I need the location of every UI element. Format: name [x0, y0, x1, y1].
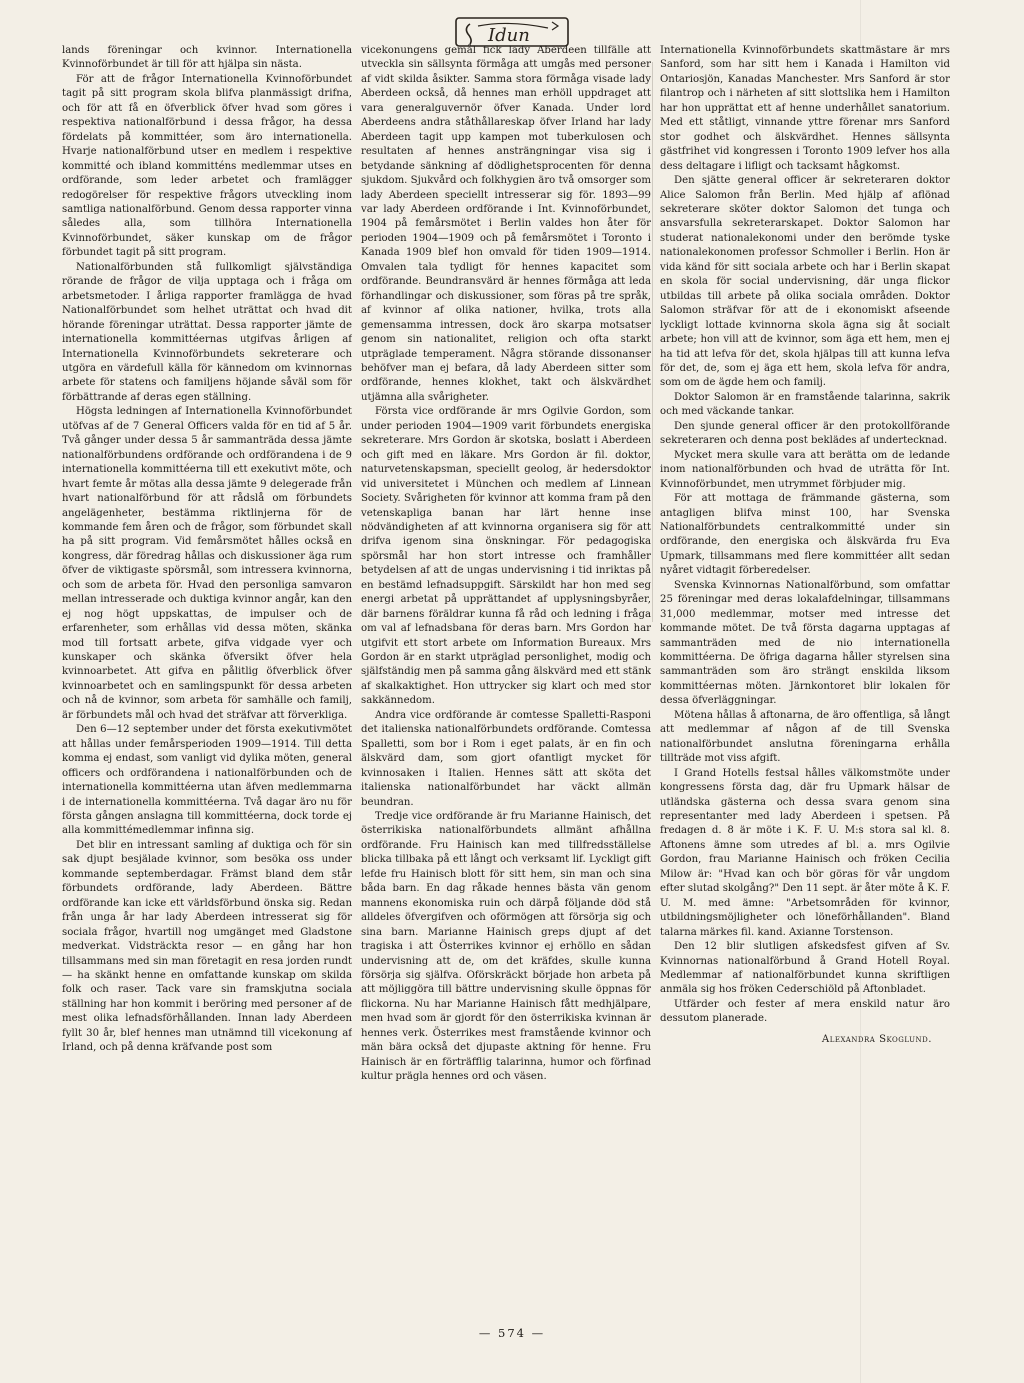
author-signature: Alexandra Skoglund. [821, 1033, 932, 1045]
paragraph: Tredje vice ordförande är fru Marianne Hainisch, det österrikiska nationalförbundets allmänt afhållna ordförande. Fru Hainisch kan med tillfredsställelse blicka tillbaka på ett långt och verksamt lif. Lyckligt gift lefde fru Hainisch blott för sitt hem, sin man och sina båda barn. En dag råkade hennes bästa vän genom mannens ekonomiska ruin och därpå följande död stå alldeles öfvergifven och oförmögen att försörja sig och sina barn. Marianne Hainisch greps djupt af det tragiska i att Österrikes kvinnor ej erhöllo en sådan undervisning att de, om det kräfdes, skulle kunna försörja sig själfva. Oförskräckt började hon arbeta på att möjliggöra till bättre undervisning skulle öppnas för flickorna. Nu har Marianne Hainisch fått medhjälpare, men hvad som är gjordt för den österrikiska kvinnan är hennes verk. Österrikes mest framstående kvinnor och män bära också det djupaste aktning för henne. Fru Hainisch är en förträfflig talarinna, humor och förfinad kultur prägla hennes ord och väsen. [361, 811, 651, 1083]
paragraph: Mycket mera skulle vara att berätta om de ledande inom nationalförbunden och hvad de uträtta för Int. Kvinnoförbundet, men utrymmet förbjuder mig. [660, 449, 950, 490]
paragraph: För att mottaga de främmande gästerna, som antagligen blifva minst 100, har Svenska Nationalförbundets centralkommitté under sin ordförande, den energiska och älskvärda fru Eva Upmark, tillsammans med flere kommittéer allt sedan nyåret vidtagit förberedelser. [660, 493, 950, 577]
paragraph: Doktor Salomon är en framstående talarinna, sakrik och med väckande tankar. [660, 391, 950, 418]
paragraph: Andra vice ordförande är comtesse Spalletti-Rasponi det italienska nationalförbundets ordförande. Comtessa Spalletti, som bor i Rom i eget palats, är en fin och älskvärd dam, som gjort ofantligt mycket för kvinnosaken i Italien. Hennes sätt att sköta det italienska nationalförbundet har väckt allmän beundran. [361, 709, 651, 808]
paragraph: Den 12 blir slutligen afskedsfest gifven af Sv. Kvinnornas nationalförbund å Grand Hotell Royal. Medlemmar af nationalförbundet kunna skriftligen anmäla sig hos fröken Cederschiöld på Aftonbladet. [660, 941, 950, 996]
paragraph: Nationalförbunden stå fullkomligt självständiga rörande de frågor de vilja upptaga och i fråga om arbetsmetoder. I årliga rapporter framlägga de hvad Nationalförbundet som helhet uträttat och hvad dit hörande föreningar uträttat. Dessa rapporter jämte de internationella kommittéernas utgifvas årligen af Internationella Kvinnoförbundets sekreterare och utgöra en värdefull källa för kännedom om kvinnornas arbete för statens och familjens höjande såväl som för förbättrande af deras egen ställning. [62, 261, 352, 403]
paragraph: Det blir en intressant samling af duktiga och för sin sak djupt besjälade kvinnor, som besöka oss under kommande septemberdagar. Främst bland dem står förbundets ordförande, lady Aberdeen. Bättre ordförande kan icke ett världsförbund önska sig. Redan från unga år har lady Aberdeen intresserat sig för sociala frågor, hvartill nog umgänget med Gladstone medverkat. Vidsträckta resor — en gång har hon tillsammans med sin man företagit en resa jorden rundt — ha skänkt henne en omfattande kunskap om skilda folk och raser. Tack vare sin framskjutna sociala ställning har hon kommit i beröring med personer af de mest olika lefnadsförhållanden. Innan lady Aberdeen fyllt 30 år, blef hennes man utnämnd till vicekonung af Irland, och på denna kräfvande post som [62, 839, 352, 1054]
paragraph: vicekonungens gemål fick lady Aberdeen tillfälle att utveckla sin sällsynta förmåga att umgås med personer af vidt skilda åsikter. Samma stora förmåga visade lady Aberdeen också, då hennes man erhöll uppdraget att vara generalguvernör öfver Kanada. Under lord Aberdeens andra ståthållareskap öfver Irland har lady Aberdeen tagit upp kampen mot tuberkulosen och resultaten af hennes ansträngningar visa sig i betydande sänkning af dödlighetsprocenten för denna sjukdom. Sjukvård och folkhygien äro två omsorger som lady Aberdeen speciellt intresserar sig för. 1893—99 var lady Aberdeen ordförande i Int. Kvinnoförbundet, 1904 på femårsmötet i Berlin valdes hon åter för perioden 1904—1909 och på femårsmötet i Toronto i Kanada 1909 blef hon omvald för tiden 1909—1914. Omvalen tala tydligt för hennes kapacitet som ordförande. Beundransvärd är hennes förmåga att leda förhandlingar och diskussioner, som föras på tre språk, af kvinnor af olika nationer, hvilka, trots alla gemensamma intressen, dock äro skarpa motsatser genom sin nationalitet, religion och ofta starkt utpräglade temperament. Några störande dissonanser behöfver man ej befara, då lady Aberdeen sitter som ordförande, hennes klokhet, takt och älskvärdhet utjämna alla svårigheter. [361, 45, 651, 403]
article-columns [62, 44, 950, 1334]
column-2 [361, 44, 651, 1334]
column-3 [660, 44, 950, 1334]
paragraph: Den sjätte general officer är sekreteraren doktor Alice Salomon från Berlin. Med hjälp af aflönad sekreterare sköter doktor Salomon det tunga och ansvarsfulla sekreterarskapet. Doktor Salomon har studerat nationalekonomi under den berömde tyske nationalekonomen professor Schmoller i Berlin. Hon är vida känd för sitt sociala arbete och har i Berlin skapat en skola för social undervisning, där unga flickor utbildas till arbete på olika sociala områden. Doktor Salomon sträfvar för att de i ekonomiskt afseende lyckligt lottade kvinnorna skola ägna sig åt socialt arbete; hon vill att de kvinnor, som äga ett hem, men ej ha tid att lefva för det, skola hjälpas till att kunna lefva för det, de, som ej äga ett hem, skola lefva för andra, som om de ägde hem och familj. [660, 175, 950, 389]
column-1 [62, 44, 352, 1334]
paragraph: Internationella Kvinnoförbundets skattmästare är mrs Sanford, som har sitt hem i Kanada i Hamilton vid Ontariosjön, Kanadas Manchester. Mrs Sanford är stor filantrop och i närheten af sitt slottslika hem i Hamilton har hon upprättat ett af henne underhållet sanatorium. Med ett ståtligt, vinnande yttre förenar mrs Sanford stor godhet och älskvärdhet. Hennes sällsynta gästfrihet vid kongressen i Toronto 1909 lefver hos alla dess deltagare i lifligt och tacksamt hågkomst. [660, 45, 950, 172]
paragraph: I Grand Hotells festsal hålles välkomstmöte under kongressens första dag, där fru Upmark hälsar de utländska gästerna och dessa svara genom sina representanter med lady Aberdeen i spetsen. På fredagen d. 8 är möte i K. F. U. M:s stora sal kl. 8. Aftonens ämne som utredes af bl. a. mrs Ogilvie Gordon, frau Marianne Hainisch och fröken Cecilia Milow är: "Hvad kan och bör göras för vår ungdom efter slutad skolgång?" Den 11 sept. är åter möte å K. F. U. M. med ämne: "Arbetsområden för kvinnor, utbildningsmöjligheter och löneförhållanden". Bland talarna märkes fil. kand. Axianne Torstenson. [660, 767, 950, 938]
paragraph: Första vice ordförande är mrs Ogilvie Gordon, som under perioden 1904—1909 varit förbundets energiska sekreterare. Mrs Gordon är skotska, boslatt i Aberdeen och gift med en läkare. Mrs Gordon är fil. doktor, naturvetenskapsman, speciellt geolog, är hedersdoktor vid universitetet i München och medlem af Linnean Society. Svårigheten för kvinnor att komma fram på den vetenskapliga banan har lärt henne inse nödvändigheten af att kvinnorna organisera sig för att drifva igenom sina önskningar. För pedagogiska spörsmål har hon stort intresse och framhåller betydelsen af att de ungas undervisning i tid inriktas på en bestämd lefnadsuppgift. Särskildt har hon med seg energi arbetat på upprättandet af upplysningsbyråer, där barnens föräldrar kunna få råd och ledning i fråga om val af lefnadsbana för deras barn. Mrs Gordon har utgifvit ett stort arbete om Information Bureaux. Mrs Gordon är en starkt utpräglad personlighet, modig och själfständig men på samma gång älskvärd med ett stänk af skalkaktighet. Hon uttrycker sig klart och med stor sakkännedom. [361, 406, 651, 707]
logo-text: Idun [488, 25, 530, 46]
paragraph: Den 6—12 september under det första exekutivmötet att hållas under femårsperioden 1909—1914. Till detta komma ej endast, som vanligt vid dylika möten, general officers och ordförandena i nationalförbunden och de internationella kommittéerna utan äfven medlemmarna i de internationella kommittéerna. Två dagar äro nu för första gången anslagna till kommittéerna, dock torde ej alla kommittémedlemmar infinna sig. [62, 724, 352, 837]
paragraph: Mötena hållas å aftonarna, de äro offentliga, så långt att medlemmar af någon af de till Svenska nationalförbundet anslutna föreningarna erhålla tillträde mot viss afgift. [660, 709, 950, 765]
paragraph: Svenska Kvinnornas Nationalförbund, som omfattar 25 föreningar med deras lokalafdelningar, tillsammans 31,000 medlemmar, motser med intresse det kommande mötet. De två första dagarna upptagas af sammanträden med de nio internationella kommittéerna. De öfriga dagarna håller styrelsen sina sammanträden som äro strängt enskilda liksom kommittéernas möten. Järnkontoret blir lokalen för dessa öfverläggningar. [660, 579, 950, 707]
paragraph: Utfärder och fester af mera enskild natur äro dessutom planerade. [660, 998, 950, 1025]
paragraph: Högsta ledningen af Internationella Kvinnoförbundet utöfvas af de 7 General Officers valda för en tid af 5 år. Två gånger under dessa 5 år sammanträda dessa jämte nationalförbundens ordförande och ordförandena i de 9 internationella kommittéerna till ett exekutivt möte, och hvart femte år mötas alla dessa jämte 9 delegerade från hvart nationalförbund för att rådslå om förbundets angelägenheter, bestämma riktlinjerna för de kommande fem åren och de frågor, som förbundet skall ha på sitt program. Vid femårsmötet hålles också en kongress, där föredrag hållas och diskussioner äga rum öfver de viktigaste spörsmål, som intressera kvinnorna, och som de arbeta för. Hvad den personliga samvaron mellan intresserade och duktiga kvinnor angår, kan den ej nog högt uppskattas, de impulser och de erfarenheter, som erhållas vid dessa möten, skänka mod till fortsatt arbete, gifva vidgade vyer och kunskaper och skänka öfversikt öfver hela kvinnoarbetet. Att gifva en pålitlig öfverblick öfver kvinnoarbetet och en samlingspunkt för dessa arbeten och nå de kvinnor, som arbeta för samhälle och familj, är förbundets mål och hvad det sträfvar att förverkliga. [62, 406, 352, 721]
paragraph: lands föreningar och kvinnor. Internationella Kvinnoförbundet är till för att hjälpa sin nästa. [62, 45, 352, 71]
paragraph: För att de frågor Internationella Kvinnoförbundet tagit på sitt program skola blifva planmässigt drifna, och för att få en öfverblick öfver hvad som göres i respektiva nationalförbund i dessa frågor, ha dessa fördelats på kommittéer, som äro internationella. Hvarje nationalförbund utser en medlem i respektive kommitté och ibland kommitténs medlemmar utses en ordförande, som leder arbetet och framlägger redogörelser för respektive frågors utveckling inom samtliga nationalförbund. Genom dessa rapporter vinna således alla, som tillhöra Internationella Kvinnoförbundet, säker kunskap om de frågor förbundet tagit på sitt program. [62, 73, 352, 259]
paragraph: Den sjunde general officer är den protokollförande sekreteraren och denna post beklädes af undertecknad. [660, 420, 950, 447]
page-number: — 574 — [478, 1326, 546, 1340]
